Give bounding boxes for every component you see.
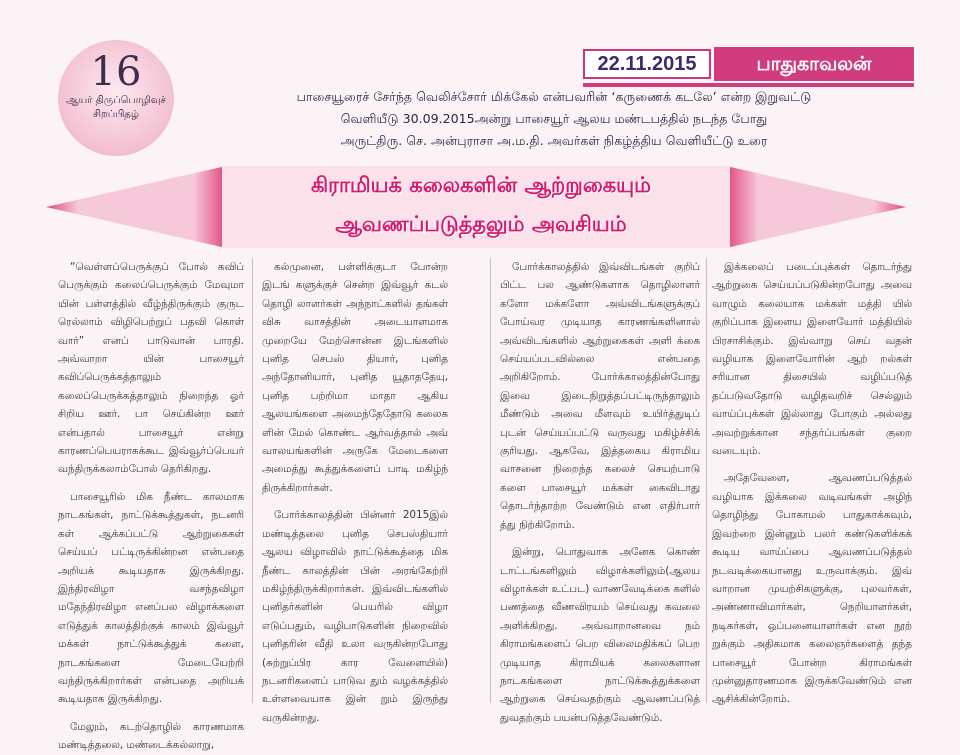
issue-date: 22.11.2015 [583,49,711,79]
column-divider [490,258,491,703]
arrow-right-head [726,166,906,248]
column-2 [262,258,448,724]
issue-badge [58,40,174,156]
headline-line-2: ஆவணப்படுத்தலும் அவசியம் [335,212,627,236]
column-divider [706,258,707,703]
badge-line-1: ஆயர் திருப்பொழிவுச் [66,95,166,106]
intro-line-3: அருட்திரு. செ. அன்புராசா அ.ம.தி. அவர்கள் நிகழ்த்திய வெளியீட்டு உரை [340,133,768,148]
paragraph: போர்க்காலத்தின் பின்னர் 2015இல் மண்டித்தலை புனித செபஸ்தியார் ஆலய விழாவில் நாட்டுக்கூத்தை மிக நீண்ட காலத்தின் பின் அரங்கேற்றி மகிழ்ந்திருக்கிறார்கள். இவ்விடங்களில் புனிதர்களின் பெயரில் விழா எடுப்பதும், வழிபாடுகளின் நிறைவில் புனிதரின் வீதி உலா வருகின்றபோது (சுற்றுப்பிர கார வேளையில்) நடனரிகளைப் பாடுவ தும் வழக்கத்தில் உள்ளவையாக இன் றும் இருந்து வருகின்றது. [262,509,448,724]
paragraph: இக்கலைப் படைப்புக்கள் தொடர்ந்து ஆற்றுகை செய்யப்படுகின்றபோது அவை வாழும் கலையாக மக்கள் மத்தி யில் குறிப்பாக இளைய இளையோர் மத்தியில் பிரசாசிக்கும். இவ்வாறு செய் வதன் வழியாக இளையோரின் ஆற் றல்கள் சரியான திசையில் வழிப்படுத் தப்படுவதோடு வழிதவறிச் செல்லும் வாய்ப்புக்கள் இல்லாது போகும் அல்லது அவற்றுக்கான சந்தர்ப்பங்கள் குறை வடையும். [712,261,912,458]
paragraph: பாசையூரில் மிக நீண்ட காலமாக நாடகங்கள், நாட்டுக்கூத்துகள், நடனரி கள் ஆக்கப்பட்டு ஆற்றுகைகள் செய்யப் பட்டிருக்கின்றன என்பதை அறியக் கூடியதாக இருக்கிறது. இந்திரவிழா வசந்தவிழா மதேந்திரவிழா எனப்பல விழாக்களை எடுத்துக் காலத்திற்குக் காலம் இவ்வூர் மக்கள் நாட்டுக்கூத்துக் களை, நாடகங்களை மேடையேற்றி வந்திருக்கிறார்கள் என்பதை அறியக் கூடியதாக இருக்கிறது. [58,490,244,706]
paragraph: “வெள்ளப்பெருக்குப் போல் கவிப் பெருக்கும் கலைப்பெருக்கும் மேவுமா யின் பள்ளத்தில் வீழ்ந்திருக்கும் குருட ரெல்லாம் விழிபெற்றுப் பதவி கொள் வார்” எனப் பாடுவான் பாரதி. அவ்வாறா யின் பாசையூர் கவிப்பெருக்கத்தாலும் கலைப்பெருக்கத்தாலும் நிறைந்த ஓர் சிறிய ஊர். பா செய்கின்ற ஊர் என்பதால் பாசையூர் என்று காரணப்பெயராகக்கூட இவ்வூர்ப்பெயர் வந்திருக்கலாம்போல் தெரிகிறது. [58,261,244,476]
paragraph: போர்க்காலத்தில் இவ்விடங்கள் குறிப் பிட்ட பல ஆண்டுகளாக தொழிலாளர் களோ மக்களோ அவ்விடங்களுக்குப் போய்வர முடியாத காரணங்களினால் அவ்விடங்களில் ஆற்றுகைகள் அளி க்கை செய்யப்படவில்லை என்பதை அறிகிறோம். போர்க்காலத்தின்போது இவை இடைநிறுத்தப்பட்டிருந்தாலும் மீண்டும் அவை மீளவும் உயிர்த்துடிப் புடன் செய்யப்பட்டு வருவது மகிழ்ச்சிக் குரியது. ஆகவே, இத்தகைய கிராமிய வாசனை நிறைந்த கலைச் செயற்பாடு களை பாசையூர் மக்கள் கைவிடாது தொடர்ந்தாற்ற வேண்டும் என எதிர்பார் த்து நிற்கிறோம். [500,261,700,531]
column-4 [712,258,912,706]
publication-title: பாதுகாவலன் [714,47,914,81]
intro-line-2: வெளியீடு 30.09.2015அன்று பாசையூர் ஆலய மண்டபத்தில் நடந்த போது [340,111,768,126]
column-1 [58,258,244,752]
paragraph: அதேவேளை, ஆவணப்படுத்தல் வழியாக இக்கலை வடிவங்கள் அழிந் தொழிந்து போகாமல் பாதுகாக்கவும், இவற்றை இன்னும் பலர் கண்டுகளிக்கக் கூடிய வாய்ப்பை ஆவணப்படுத்தல் நடவடிக்கையானது உருவாக்கும். இவ் வாறான முயற்சிகளுக்கு, புலவர்கள், அண்ணாவிமார்கள், நெறியாளர்கள், நடிகர்கள், ஒப்பனையாளர்கள் என நூற் றுக்கும் அதிகமாக கலைஞர்களைத் தந்த பாசையூர் போன்ற கிராமங்கள் முன்னுதாரணமாக இருக்கவேண்டும் என ஆசிக்கின்றோம். [712,472,912,706]
paragraph: மேலும், கடற்தொழில் காரணமாக மண்டித்தலை, மண்டைக்கல்லாறு, [58,720,244,752]
column-3 [500,258,701,724]
badge-line-2: சிறப்பிதழ் [93,109,139,120]
badge-number: 16 [90,49,142,95]
arrow-left-head [46,166,226,248]
headline [226,166,736,244]
paragraph: கல்முனை, பள்ளிக்குடா போன்ற இடங் களுக்குச் சென்ற இவ்வூர் கடல் தொழி லாளர்கள் அந்நாட்களில் தங்கள் விசு வாசத்தின் அடையாளமாக முறையே மேற்சொன்ன இடங்களில் புனித செபஸ் தியார், புனித அந்தோனியார், புனித யூதாததேயு, புனித பற்றிமா மாதா ஆகிய ஆலயங்களை அமைந்தேதோடு கலைக ளின் மேல் கொண்ட ஆர்வத்தால் அவ் வாலயங்களின் அருகே மேடைகளை அமைத்து கூத்துக்களைப் பாடி மகிழ்ந் திருக்கிறார்கள். [262,261,448,494]
intro-line-1: பாசையூரைச் சேர்ந்த வெலிச்சோர் மிக்கேல் என்பவரின் ‘கருணைக் கடலே’ என்ற இறுவட்டு [296,89,812,104]
intro-text [186,86,922,152]
headline-line-1: கிராமியக் கலைகளின் ஆற்றுகையும் [310,173,652,197]
paragraph: இன்று, பொதுவாக அனேக கொண் டாட்டங்களிலும் விழாக்களிலும்(ஆலய விழாக்கள் உட்பட) வாணவேடிக்கை களில் பணத்தை வீணவிரயம் செய்வது கவலை அளிக்கிறது. அவ்வாறானவை நம் கிராமங்களைப் பெற விலைமதிக்கப் பெற முடியாத கிராமியக் கலைகளான நாடகங்களை நாட்டுக்கூத்துக்களை ஆற்றுகை செய்வதற்கும் ஆவணப்படுத் துவதற்கும் பயன்படுத்தவேண்டும். [500,546,701,724]
column-divider [252,258,253,703]
